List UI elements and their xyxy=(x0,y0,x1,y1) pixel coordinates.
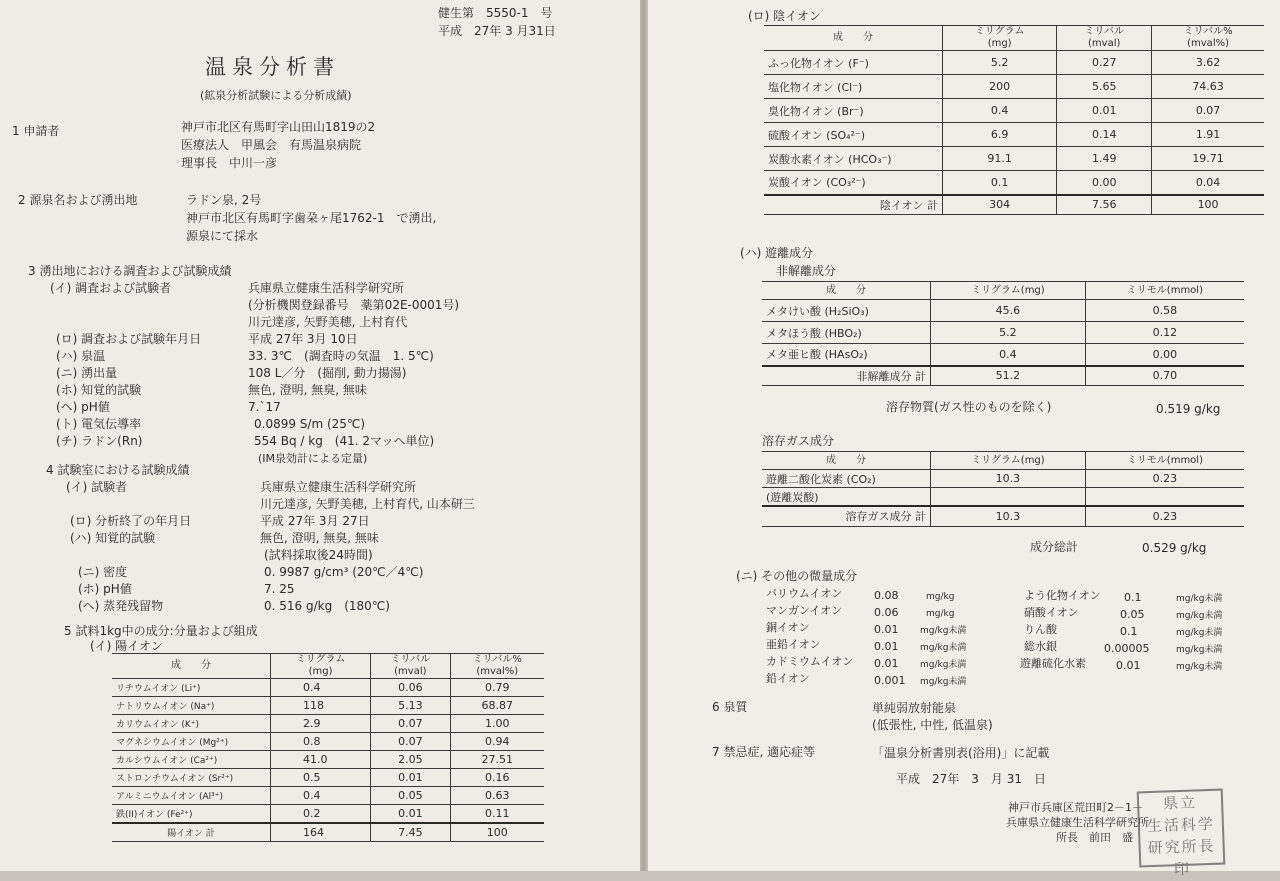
column-header-text: ミリグラム (mg) xyxy=(974,26,1025,49)
table-cell: 5.13 xyxy=(371,697,450,715)
trace-name: 遊離硫化水素 xyxy=(1020,657,1086,670)
trace-value: 0.08 xyxy=(874,589,899,602)
trace-value: 0.1 xyxy=(1124,591,1142,604)
table-cell: 19.71 xyxy=(1152,147,1264,171)
lab-test-value: 7. 25 xyxy=(264,582,295,596)
table-cell: 164 xyxy=(271,823,371,842)
non-dissociated-table xyxy=(762,281,1244,386)
trace-unit: mg/kg xyxy=(926,609,955,619)
table-cell: 鉄(II)イオン (Fe²⁺) xyxy=(112,805,271,824)
applicant-organization: 医療法人 甲風会 有馬温泉病院 xyxy=(181,138,362,152)
table-cell: 0.01 xyxy=(371,769,450,787)
trace-unit: mg/kg xyxy=(926,592,955,602)
seal-text: 県立 xyxy=(1162,793,1198,813)
table-cell: 0.1 xyxy=(943,171,1057,195)
table-row xyxy=(762,488,1244,507)
table-cell: 0.01 xyxy=(1057,99,1152,123)
field-survey-value: 108 L／分 (掘削, 動力揚湯) xyxy=(248,366,407,380)
source-label: 2 源泉名および湧出地 xyxy=(18,193,138,207)
table-cell: 0.01 xyxy=(371,805,450,824)
table-row xyxy=(112,697,544,715)
seal-text: 生活科学 xyxy=(1146,814,1216,836)
table-row xyxy=(764,51,1264,75)
table-row xyxy=(112,733,544,751)
table-cell: 臭化物イオン (Br⁻) xyxy=(764,99,943,123)
trace-value: 0.05 xyxy=(1120,608,1145,621)
table-cell: 0.00 xyxy=(1057,171,1152,195)
table-total-row xyxy=(762,366,1244,386)
table-cell: 0.58 xyxy=(1085,300,1244,322)
page-subtitle: (鉱泉分析試験による分析成績) xyxy=(200,89,352,102)
table-row xyxy=(762,300,1244,322)
table-row xyxy=(762,344,1244,366)
dissolved-matter-value: 0.519 g/kg xyxy=(1156,402,1221,416)
trace-value: 0.06 xyxy=(874,606,899,619)
non-dissociated-label: 非解離成分 xyxy=(776,264,837,278)
table-cell: 0.04 xyxy=(1152,171,1264,195)
table-cell: 91.1 xyxy=(943,147,1057,171)
table-cell: 3.62 xyxy=(1152,51,1264,75)
table-cell: メタ亜ヒ酸 (HAsO₂) xyxy=(762,344,931,366)
trace-value: 0.001 xyxy=(874,674,906,687)
anion-label: (ロ) 陰イオン xyxy=(748,9,821,23)
field-survey-key: (チ) ラドン(Rn) xyxy=(56,434,143,448)
spring-quality-label: 6 泉質 xyxy=(712,700,748,714)
table-cell: 硫酸イオン (SO₄²⁻) xyxy=(764,123,943,147)
table-cell: 0.63 xyxy=(450,787,544,805)
trace-unit: mg/kg未満 xyxy=(1176,662,1223,672)
field-survey-value: 無色, 澄明, 無臭, 無味 xyxy=(248,383,367,397)
table-cell: 5.2 xyxy=(943,51,1057,75)
trace-components-label: (ニ) その他の微量成分 xyxy=(736,569,858,583)
table-cell: 0.8 xyxy=(271,733,371,751)
field-survey-value: (分析機関登録番号 薬第02E-0001号) xyxy=(248,298,460,312)
table-cell: 0.23 xyxy=(1085,470,1244,488)
table-total-row xyxy=(762,506,1244,526)
table-cell: ストロンチウムイオン (Sr²⁺) xyxy=(112,769,271,787)
table-cell: メタけい酸 (H₂SiO₃) xyxy=(762,300,931,322)
table-cell: 0.14 xyxy=(1057,123,1152,147)
table-cell: 51.2 xyxy=(931,366,1086,386)
lab-test-value: 無色, 澄明, 無臭, 無味 xyxy=(260,531,379,545)
field-survey-value: 0.0899 S/m (25℃) xyxy=(254,417,366,431)
table-cell: 0.4 xyxy=(271,679,371,697)
trace-unit: mg/kg未満 xyxy=(920,660,967,670)
dissolved-gas-label: 溶存ガス成分 xyxy=(762,434,835,448)
table-cell: 74.63 xyxy=(1152,75,1264,99)
trace-value: 0.01 xyxy=(874,623,899,636)
table-cell: 溶存ガス成分 計 xyxy=(762,506,931,526)
table-cell: 0.16 xyxy=(450,769,544,787)
total-components-value: 0.529 g/kg xyxy=(1142,541,1207,555)
table-cell: 0.23 xyxy=(1085,506,1244,526)
indications-value: 「温泉分析書別表(浴用)」に記載 xyxy=(872,746,1050,760)
table-cell: 0.11 xyxy=(450,805,544,824)
trace-unit: mg/kg未満 xyxy=(920,677,967,687)
table-cell: 1.91 xyxy=(1152,123,1264,147)
table-cell: ナトリウムイオン (Na⁺) xyxy=(112,697,271,715)
table-row xyxy=(764,123,1264,147)
table-cell: 炭酸イオン (CO₃²⁻) xyxy=(764,171,943,195)
indications-label: 7 禁忌症, 適応症等 xyxy=(712,745,816,759)
table-cell: 0.07 xyxy=(1152,99,1264,123)
table-cell: 5.2 xyxy=(931,322,1086,344)
table-cell: カリウムイオン (K⁺) xyxy=(112,715,271,733)
column-header xyxy=(1152,26,1264,51)
lab-test-value: 0. 516 g/kg (180℃) xyxy=(264,599,390,613)
table-total-row xyxy=(112,823,544,842)
column-header-text: ミリグラム (mg) xyxy=(295,654,346,677)
column-header: 成 分 xyxy=(764,26,943,51)
lab-test-value: 川元達彦, 矢野美穂, 上村育代, 山本研三 xyxy=(260,497,475,511)
table-cell: 炭酸水素イオン (HCO₃⁻) xyxy=(764,147,943,171)
source-name: ラドン泉, 2号 xyxy=(186,193,262,207)
table-header-row xyxy=(762,452,1244,470)
table-cell: 0.00 xyxy=(1085,344,1244,366)
page-title: 温泉分析書 xyxy=(205,55,340,79)
table-cell: 0.4 xyxy=(271,787,371,805)
field-survey-key: (ハ) 泉温 xyxy=(56,349,106,363)
table-cell: 27.51 xyxy=(450,751,544,769)
field-survey-key: (ニ) 湧出量 xyxy=(56,366,118,380)
table-header-row xyxy=(112,654,544,679)
table-cell: (遊離炭酸) xyxy=(762,488,931,507)
table-row xyxy=(112,679,544,697)
table-cell: 0.79 xyxy=(450,679,544,697)
signature-director: 所長 前田 盛 xyxy=(1056,831,1133,844)
seal-text: 研究所長印 xyxy=(1147,836,1216,879)
trace-name: 硝酸イオン xyxy=(1024,606,1079,619)
field-survey-key: (イ) 調査および試験者 xyxy=(50,281,172,295)
table-cell: 45.6 xyxy=(931,300,1086,322)
table-cell: 1.00 xyxy=(450,715,544,733)
trace-name: 鉛イオン xyxy=(766,672,810,685)
document-date: 平成 27年 3 月31日 xyxy=(438,24,556,38)
table-cell: 0.70 xyxy=(1085,366,1244,386)
table-cell xyxy=(931,488,1086,507)
column-header: ミリモル(mmol) xyxy=(1085,452,1244,470)
table-cell: メタほう酸 (HBO₂) xyxy=(762,322,931,344)
field-survey-value: 554 Bq / kg (41. 2マッヘ単位) xyxy=(254,434,435,448)
source-sampling: 源泉にて採水 xyxy=(186,229,259,243)
column-header: ミリモル(mmol) xyxy=(1085,282,1244,300)
table-cell: 304 xyxy=(943,195,1057,215)
table-cell: 0.2 xyxy=(271,805,371,824)
table-cell: 7.45 xyxy=(371,823,450,842)
column-header-text: ミリバル (mval) xyxy=(1084,26,1125,49)
column-header-text: ミリバル% (mval%) xyxy=(472,654,522,677)
trace-name: よう化物イオン xyxy=(1024,589,1101,602)
table-cell: 68.87 xyxy=(450,697,544,715)
field-survey-label: 3 湧出地における調査および試験成績 xyxy=(28,264,232,278)
column-header: 成 分 xyxy=(762,452,931,470)
trace-unit: mg/kg未満 xyxy=(1176,645,1223,655)
field-survey-key: (ロ) 調査および試験年月日 xyxy=(56,332,202,346)
lab-test-value: 0. 9987 g/cm³ (20℃／4℃) xyxy=(264,565,424,579)
trace-value: 0.01 xyxy=(874,657,899,670)
lab-test-key: (ロ) 分析終了の年月日 xyxy=(70,514,192,528)
table-cell: 2.9 xyxy=(271,715,371,733)
official-seal xyxy=(1137,789,1226,879)
column-header xyxy=(943,26,1057,51)
column-header xyxy=(371,654,450,679)
table-cell xyxy=(1085,488,1244,507)
table-cell: 陰イオン 計 xyxy=(764,195,943,215)
trace-name: りん酸 xyxy=(1024,623,1057,636)
table-row xyxy=(112,805,544,824)
page-gutter xyxy=(640,0,648,871)
spring-quality-value: 単純弱放射能泉 xyxy=(872,701,957,715)
field-survey-value: 兵庫県立健康生活科学研究所 xyxy=(248,281,405,295)
trace-name: 銅イオン xyxy=(766,621,810,634)
table-total-row xyxy=(764,195,1264,215)
signature-address: 神戸市兵庫区荒田町2－1－ xyxy=(1008,801,1143,814)
column-header-text: ミリバル (mval) xyxy=(390,654,431,677)
table-cell: アルミニウムイオン (Al³⁺) xyxy=(112,787,271,805)
trace-unit: mg/kg未満 xyxy=(920,643,967,653)
table-cell: 0.05 xyxy=(371,787,450,805)
lab-test-key: (ヘ) 蒸発残留物 xyxy=(78,599,164,613)
trace-unit: mg/kg未満 xyxy=(1176,611,1223,621)
table-row xyxy=(112,769,544,787)
field-survey-value: 平成 27年 3月 10日 xyxy=(248,332,358,346)
dissolved-gas-table xyxy=(762,451,1244,527)
trace-name: カドミウムイオン xyxy=(766,655,854,668)
table-cell: 0.94 xyxy=(450,733,544,751)
table-cell: 1.49 xyxy=(1057,147,1152,171)
column-header: ミリグラム(mg) xyxy=(931,282,1086,300)
left-page xyxy=(0,0,640,871)
trace-name: バリウムイオン xyxy=(766,587,843,600)
table-cell: 0.12 xyxy=(1085,322,1244,344)
table-cell: 0.4 xyxy=(931,344,1086,366)
table-cell: ふっ化物イオン (F⁻) xyxy=(764,51,943,75)
column-header: 成 分 xyxy=(112,654,271,679)
table-cell: 遊離二酸化炭素 (CO₂) xyxy=(762,470,931,488)
table-cell: 0.4 xyxy=(943,99,1057,123)
table-cell: 陽イオン 計 xyxy=(112,823,271,842)
table-row xyxy=(764,147,1264,171)
signature-date: 平成 27年 3 月 31 日 xyxy=(896,772,1046,786)
trace-unit: mg/kg未満 xyxy=(920,626,967,636)
table-cell: 10.3 xyxy=(931,506,1086,526)
applicant-label: 1 申請者 xyxy=(12,124,60,138)
lab-test-value: (試料採取後24時間) xyxy=(264,548,373,562)
signature-institute: 兵庫県立健康生活科学研究所 xyxy=(1006,816,1149,829)
table-row xyxy=(762,470,1244,488)
cation-label: (イ) 陽イオン xyxy=(90,639,163,653)
table-cell: マグネシウムイオン (Mg²⁺) xyxy=(112,733,271,751)
column-header-text: ミリバル% (mval%) xyxy=(1183,26,1233,49)
table-row xyxy=(764,171,1264,195)
table-cell: 0.07 xyxy=(371,733,450,751)
field-survey-value: (IM泉効計による定量) xyxy=(258,452,368,465)
field-survey-key: (ト) 電気伝導率 xyxy=(56,417,142,431)
field-survey-key: (ヘ) pH値 xyxy=(56,400,110,414)
table-row xyxy=(764,99,1264,123)
trace-value: 0.00005 xyxy=(1104,642,1150,655)
lab-test-value: 平成 27年 3月 27日 xyxy=(260,514,370,528)
table-row xyxy=(762,322,1244,344)
document-number: 健生第 5550-1 号 xyxy=(438,6,553,20)
lab-test-key: (イ) 試験者 xyxy=(66,480,128,494)
field-survey-value: 7.`17 xyxy=(248,400,281,414)
table-row xyxy=(764,75,1264,99)
table-cell: 2.05 xyxy=(371,751,450,769)
field-survey-value: 川元達彦, 矢野美穂, 上村育代 xyxy=(248,315,408,329)
column-header: ミリグラム(mg) xyxy=(931,452,1086,470)
lab-test-value: 兵庫県立健康生活科学研究所 xyxy=(260,480,417,494)
table-header-row xyxy=(762,282,1244,300)
cation-table xyxy=(112,653,544,842)
column-header xyxy=(450,654,544,679)
trace-name: 総水銀 xyxy=(1024,640,1057,653)
applicant-representative: 理事長 中川一彦 xyxy=(181,156,278,170)
free-components-label: (ハ) 遊離成分 xyxy=(740,246,814,260)
trace-unit: mg/kg未満 xyxy=(1176,628,1223,638)
anion-table xyxy=(764,25,1264,215)
table-cell: 塩化物イオン (Cl⁻) xyxy=(764,75,943,99)
table-cell: 10.3 xyxy=(931,470,1086,488)
table-cell: リチウムイオン (Li⁺) xyxy=(112,679,271,697)
trace-value: 0.1 xyxy=(1120,625,1138,638)
table-row xyxy=(112,751,544,769)
table-header-row xyxy=(764,26,1264,51)
lab-test-key: (ニ) 密度 xyxy=(78,565,128,579)
trace-name: マンガンイオン xyxy=(766,604,843,617)
table-cell: 0.06 xyxy=(371,679,450,697)
dissolved-matter-label: 溶存物質(ガス性のものを除く) xyxy=(886,400,1052,414)
table-cell: 6.9 xyxy=(943,123,1057,147)
table-cell: 0.07 xyxy=(371,715,450,733)
table-cell: 0.5 xyxy=(271,769,371,787)
table-cell: 100 xyxy=(1152,195,1264,215)
field-survey-value: 33. 3℃ (調査時の気温 1. 5℃) xyxy=(248,349,434,363)
total-components-label: 成分総計 xyxy=(1030,540,1079,554)
trace-name: 亜鉛イオン xyxy=(766,638,821,651)
composition-label: 5 試料1kg中の成分:分量および組成 xyxy=(64,624,258,638)
table-cell: 7.56 xyxy=(1057,195,1152,215)
table-cell: 5.65 xyxy=(1057,75,1152,99)
table-cell: 0.27 xyxy=(1057,51,1152,75)
spring-quality-detail: (低張性, 中性, 低温泉) xyxy=(872,718,993,732)
table-cell: 100 xyxy=(450,823,544,842)
applicant-address: 神戸市北区有馬町字山田山1819の2 xyxy=(181,120,376,134)
table-row xyxy=(112,787,544,805)
table-cell: 200 xyxy=(943,75,1057,99)
column-header: 成 分 xyxy=(762,282,931,300)
column-header xyxy=(1057,26,1152,51)
field-survey-key: (ホ) 知覚的試験 xyxy=(56,383,142,397)
lab-test-key: (ハ) 知覚的試験 xyxy=(70,531,156,545)
trace-value: 0.01 xyxy=(1116,659,1141,672)
source-location: 神戸市北区有馬町字歯朶ヶ尾1762-1 で湧出, xyxy=(186,211,437,225)
trace-value: 0.01 xyxy=(874,640,899,653)
table-cell: 非解離成分 計 xyxy=(762,366,931,386)
trace-unit: mg/kg未満 xyxy=(1176,594,1223,604)
table-cell: 41.0 xyxy=(271,751,371,769)
table-cell: 118 xyxy=(271,697,371,715)
lab-test-key: (ホ) pH値 xyxy=(78,582,132,596)
lab-test-label: 4 試験室における試験成績 xyxy=(46,463,190,477)
column-header xyxy=(271,654,371,679)
table-cell: カルシウムイオン (Ca²⁺) xyxy=(112,751,271,769)
table-row xyxy=(112,715,544,733)
